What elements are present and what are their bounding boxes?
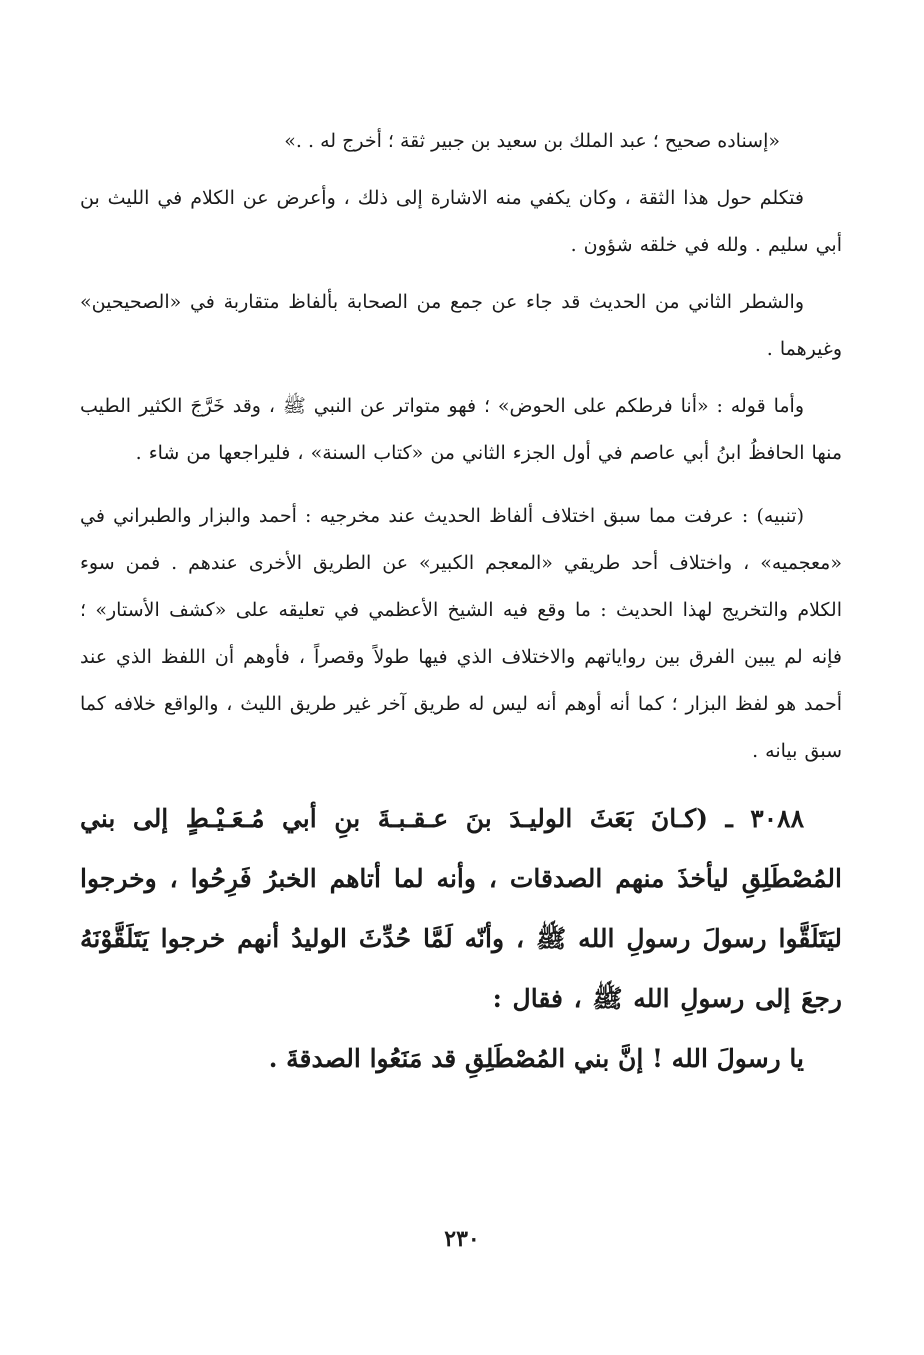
hadith-3088: ٣٠٨٨ ـ (كـانَ بَعَثَ الوليـدَ بنَ عـقـبـةَ بنِ أبي مُـعَـيْـطٍ إلى بني المُصْطَلِقِ ليأخذَ منهم الصدقات ، وأنه لما أتاهم الخبرُ فَرِحُوا ، وخرجوا ليَتَلَقَّوا رسولَ رسولِ الله ﷺ ، وأنّه لَمَّا حُدِّثَ الوليدُ أنهم خرجوا يَتَلَقَّوْنَهُ رجعَ إلى رسولِ الله ﷺ ، فقال : [80, 804, 842, 1013]
hadith-3088-quote: يا رسولَ الله ! إنَّ بني المُصْطَلِقِ قد مَنَعُوا الصدقةَ . [268, 1044, 804, 1073]
paragraph-hawd: وأما قوله : «أنا فرطكم على الحوض» ؛ فهو متواتر عن النبي ﷺ ، وقد خَرَّجَ الكثير الطيب منها الحافظُ ابنُ أبي عاصم في أول الجزء الثاني من «كتاب السنة» ، فليراجعها من شاء . [80, 395, 842, 464]
paragraph-tanbih: (تنبيه) : عرفت مما سبق اختلاف ألفاظ الحديث عند مخرجيه : أحمد والبزار والطبراني في «معجميه» ، واختلاف أحد طريقي «المعجم الكبير» عن الطريق الأخرى عندهم . فمن سوء الكلام والتخريج لهذا الحديث : ما وقع فيه الشيخ الأعظمي في تعليقه على «كشف الأستار» ؛ فإنه لم يبين الفرق بين رواياتهم والاختلاف الذي فيها طولاً وقصراً ، فأوهم أن اللفظ الذي عند أحمد هو لفظ البزار ؛ كما أنه أوهم أنه ليس له طريق آخر غير طريق الليث ، والواقع خلافه كما سبق بيانه . [80, 505, 842, 762]
quoted-isnad-line: «إسناده صحيح ؛ عبد الملك بن سعيد بن جبير ثقة ؛ أخرج له . .» [284, 130, 780, 152]
page-body [80, 118, 842, 1089]
paragraph-thiqa-comment: فتكلم حول هذا الثقة ، وكان يكفي منه الاشارة إلى ذلك ، وأعرض عن الكلام في الليث بن أبي سليم . ولله في خلقه شؤون . [80, 187, 842, 256]
paragraph-second-half: والشطر الثاني من الحديث قد جاء عن جمع من الصحابة بألفاظ متقاربة في «الصحيحين» وغيرهما . [80, 291, 842, 360]
page-number: ٢٣٠ [444, 1226, 480, 1252]
